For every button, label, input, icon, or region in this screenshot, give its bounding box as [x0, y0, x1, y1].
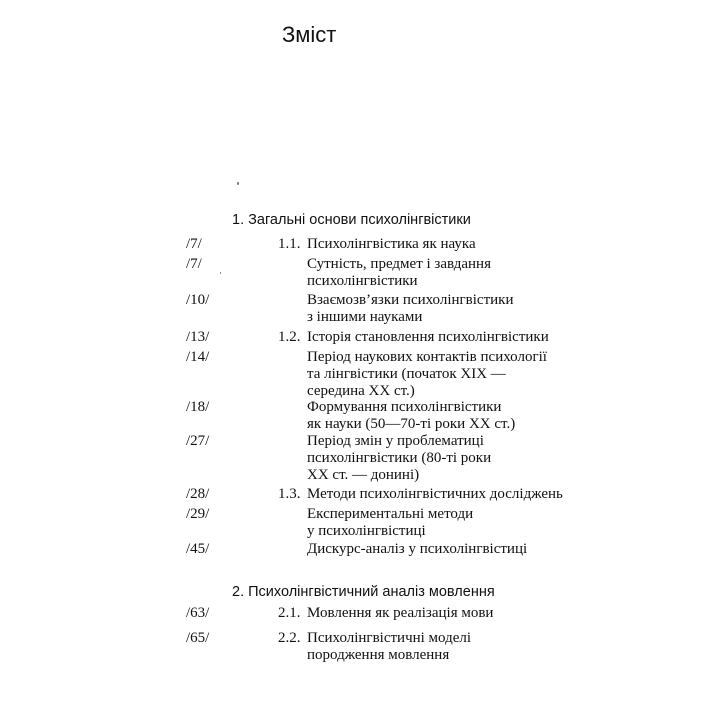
entry-text — [307, 605, 567, 622]
page-number: /7/ — [186, 236, 202, 252]
page-number: /18/ — [186, 399, 210, 415]
page-number: /28/ — [186, 486, 210, 502]
entry-text — [307, 256, 567, 290]
page-number: /63/ — [186, 605, 210, 621]
entry-line: як науки (50—70-ті роки XX ст.) — [307, 416, 516, 432]
entry-text — [307, 506, 567, 540]
page-number: /14/ — [186, 349, 210, 365]
entry-text — [307, 630, 567, 664]
page-number: /13/ — [186, 329, 210, 345]
entry-line: Дискурс-аналіз у психолінгвістиці — [307, 541, 528, 557]
entry-line: Експериментальні методи — [307, 506, 474, 522]
entry-line: Період змін у проблематиці — [307, 433, 484, 449]
entry-line: Методи психолінгвістичних досліджень — [307, 486, 563, 502]
entry-line: Формування психолінгвістики — [307, 399, 502, 415]
entry-line: Період наукових контактів психології — [307, 349, 547, 365]
entry-number: 1.1. — [278, 236, 301, 252]
entry-line: Психолінгвістика як наука — [307, 236, 476, 252]
entry-text — [307, 399, 567, 433]
entry-number: 2.2. — [278, 630, 301, 646]
entry-line: Мовлення як реалізація мови — [307, 605, 494, 621]
entry-line: породження мовлення — [307, 647, 450, 663]
entry-line: Історія становлення психолінгвістики — [307, 329, 549, 345]
entry-line: Сутність, предмет і завдання — [307, 256, 491, 272]
entry-line: психолінгвістики (80-ті роки — [307, 450, 492, 466]
entry-line: у психолінгвістиці — [307, 523, 426, 539]
print-speck — [220, 272, 221, 274]
page-number: /10/ — [186, 292, 210, 308]
section-heading: 1. Загальні основи психолінгвістики — [232, 212, 471, 228]
page-number: /7/ — [186, 256, 202, 272]
entry-line: середина XX ст.) — [307, 383, 415, 399]
entry-line: Психолінгвістичні моделі — [307, 630, 472, 646]
entry-line: психолінгвістики — [307, 273, 418, 289]
entry-line: та лінгвістики (початок XIX — — [307, 366, 506, 382]
page-number: /29/ — [186, 506, 210, 522]
print-speck — [237, 182, 239, 185]
entry-text — [307, 433, 567, 484]
entry-number: 1.2. — [278, 329, 301, 345]
entry-line: XX ст. — донині) — [307, 467, 420, 483]
entry-text — [307, 541, 567, 558]
page-title: Зміст — [282, 22, 337, 47]
entry-text — [307, 329, 567, 346]
page-number: /65/ — [186, 630, 210, 646]
entry-text — [307, 292, 567, 326]
entry-text — [307, 486, 567, 503]
section-heading: 2. Психолінгвістичний аналіз мовлення — [232, 584, 495, 600]
entry-line: Взаємозв’язки психолінгвістики — [307, 292, 514, 308]
page-number: /27/ — [186, 433, 210, 449]
entry-number: 2.1. — [278, 605, 301, 621]
entry-text — [307, 236, 567, 253]
entry-text — [307, 349, 567, 400]
entry-number: 1.3. — [278, 486, 301, 502]
entry-line: з іншими науками — [307, 309, 423, 325]
page-number: /45/ — [186, 541, 210, 557]
